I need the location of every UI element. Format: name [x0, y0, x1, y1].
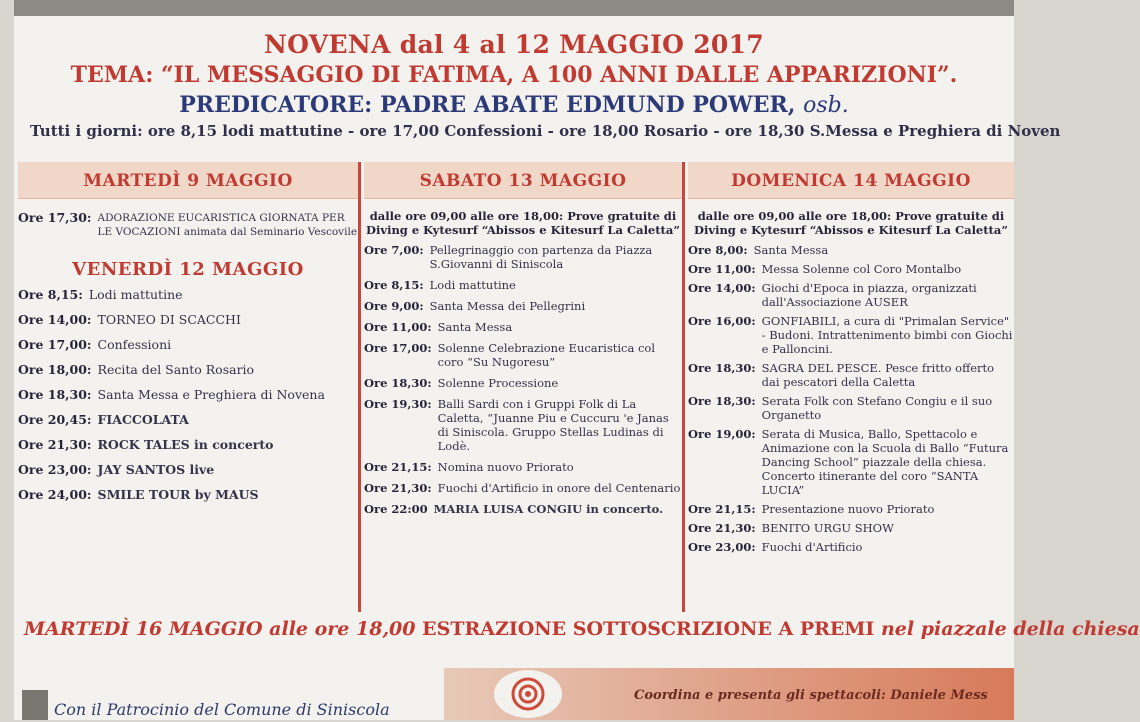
event-row [364, 502, 682, 516]
coordination-text: Coordina e presenta gli spettacoli: Daniele Mess [634, 688, 988, 703]
event-row [688, 394, 1014, 422]
preacher-name: PREDICATORE: PADRE ABATE EDMUND POWER, [179, 92, 796, 118]
event-time: Ore 18,30: [688, 394, 756, 408]
event-desc: TORNEO DI SCACCHI [97, 312, 241, 327]
event-time: Ore 9,00: [364, 299, 424, 313]
event-time: Ore 14,00: [18, 312, 92, 327]
preacher-suffix: osb. [803, 93, 849, 118]
event-row [688, 281, 1014, 309]
event-time: Ore 18,30: [688, 361, 756, 375]
event-desc: Solenne Processione [437, 376, 559, 390]
event-time: Ore 22:00 [364, 502, 428, 516]
top-strip [14, 0, 1014, 16]
event-row [364, 481, 682, 495]
lottery-title: ESTRAZIONE SOTTOSCRIZIONE A PREMI [422, 618, 875, 640]
event-desc: Lodi mattutine [88, 287, 183, 302]
event-time: Ore 19,00: [688, 427, 756, 441]
event-desc: Serata Folk con Stefano Congiu e il suo Organetto [761, 394, 993, 422]
event-desc: ROCK TALES in concerto [97, 437, 274, 452]
event-row [364, 460, 682, 474]
sunday-heading: DOMENICA 14 MAGGIO [688, 162, 1014, 199]
event-time: Ore 24,00: [18, 487, 92, 502]
event-time: Ore 21,15: [364, 460, 432, 474]
event-time: Ore 20,45: [18, 412, 92, 427]
event-row [364, 299, 682, 313]
event-desc: Confessioni [97, 337, 172, 352]
event-desc: Santa Messa dei Pellegrini [429, 299, 586, 313]
page-title: NOVENA dal 4 al 12 MAGGIO 2017 [264, 30, 764, 59]
event-time: Ore 23,00: [688, 540, 756, 554]
tuesday-heading: MARTEDÌ 9 MAGGIO [18, 162, 358, 199]
saturday-note: dalle ore 09,00 alle ore 18,00: Prove gratuite di Diving e Kytesurf “Abissos e Kitesurf La Caletta” [366, 209, 680, 237]
event-time: Ore 8,15: [364, 278, 424, 292]
event-row [688, 521, 1014, 535]
friday-events [18, 288, 358, 502]
event-desc: FIACCOLATA [97, 412, 189, 427]
event-row [688, 361, 1014, 389]
flag-icon [22, 690, 48, 720]
event-desc: Fuochi d'Artificio [761, 540, 863, 554]
event-desc: Messa Solenne col Coro Montalbo [761, 262, 962, 276]
event-row [18, 413, 358, 427]
column-divider [358, 162, 361, 612]
event-time: Ore 21,15: [688, 502, 756, 516]
event-desc: SMILE TOUR by MAUS [97, 487, 259, 502]
column-tuesday-friday [18, 162, 358, 614]
lottery-announcement [24, 618, 1140, 640]
event-desc: Nomina nuovo Priorato [437, 460, 574, 474]
event-time: Ore 17,00: [18, 337, 92, 352]
preacher-line [14, 92, 1014, 118]
column-saturday [364, 162, 682, 614]
daily-schedule: Tutti i giorni: ore 8,15 lodi mattutine - ore 17,00 Confessioni - ore 18,00 Rosario - ore 18,30 S.Messa e Preghiera di Noven [30, 122, 1061, 140]
event-row [688, 314, 1014, 356]
event-row [18, 363, 358, 377]
event-time: Ore 18,30: [364, 376, 432, 390]
event-row [18, 313, 358, 327]
event-row [364, 320, 682, 334]
event-desc: Giochi d'Epoca in piazza, organizzati dall'Associazione AUSER [761, 281, 977, 309]
event-desc: JAY SANTOS live [97, 462, 215, 477]
event-desc: Solenne Celebrazione Eucaristica col coro “Su Nugoresu” [437, 341, 656, 369]
event-time: Ore 21,30: [18, 437, 92, 452]
event-time: Ore 18,30: [18, 387, 92, 402]
event-row [364, 341, 682, 369]
event-row [688, 502, 1014, 516]
event-desc: Lodi mattutine [429, 278, 516, 292]
sunday-note: dalle ore 09,00 alle ore 18,00: Prove gratuite di Diving e Kytesurf “Abissos e Kitesurf La Caletta” [694, 209, 1008, 237]
lottery-date: MARTEDÌ 16 MAGGIO alle ore 18,00 [24, 618, 416, 640]
event-time: Ore 8,00: [688, 243, 748, 257]
event-row [364, 376, 682, 390]
event-desc: Santa Messa [437, 320, 513, 334]
event-row [688, 262, 1014, 276]
lottery-place: nel piazzale della chiesa [880, 618, 1140, 640]
column-divider [682, 162, 685, 612]
event-time: Ore 17,30: [18, 210, 92, 225]
event-desc: Recita del Santo Rosario [97, 362, 255, 377]
event-row [18, 388, 358, 402]
event-time: Ore 21,30: [688, 521, 756, 535]
saturday-heading: SABATO 13 MAGGIO [364, 162, 682, 199]
event-time: Ore 7,00: [364, 243, 424, 257]
event-time: Ore 19,30: [364, 397, 432, 411]
event-row [18, 288, 358, 302]
friday-heading: VENERDÌ 12 MAGGIO [72, 259, 304, 280]
event-time: Ore 11,00: [688, 262, 756, 276]
event-row [688, 243, 1014, 257]
event-row [18, 488, 358, 502]
event-row [18, 211, 358, 239]
event-time: Ore 17,00: [364, 341, 432, 355]
event-time: Ore 14,00: [688, 281, 756, 295]
event-row [364, 243, 682, 271]
event-desc: Pellegrinaggio con partenza da Piazza S.Giovanni di Siniscola [429, 243, 653, 271]
event-row [18, 438, 358, 452]
event-row [18, 463, 358, 477]
event-time: Ore 21,30: [364, 481, 432, 495]
sunday-events [688, 243, 1014, 554]
event-desc: MARIA LUISA CONGIU in concerto. [433, 502, 664, 516]
event-time: Ore 11,00: [364, 320, 432, 334]
event-row [364, 278, 682, 292]
event-desc: SAGRA DEL PESCE. Pesce fritto offerto dai pescatori della Caletta [761, 361, 995, 389]
event-desc: BENITO URGU SHOW [761, 521, 894, 535]
event-desc: Fuochi d'Artificio in onore del Centenario [437, 481, 681, 495]
event-desc: GONFIABILI, a cura di "Primalan Service" - Budoni. Intrattenimento bimbi con Giochi e Palloncini. [761, 314, 1013, 356]
event-desc: Presentazione nuovo Priorato [761, 502, 935, 516]
patronage-text: Con il Patrocinio del Comune di Siniscola [54, 700, 390, 719]
event-row [18, 338, 358, 352]
column-sunday [688, 162, 1014, 614]
event-time: Ore 8,15: [18, 287, 83, 302]
event-desc: ADORAZIONE EUCARISTICA GIORNATA PER LE VOCAZIONI animata dal Seminario Vescovile [97, 212, 358, 238]
theme-line: TEMA: “IL MESSAGGIO DI FATIMA, A 100 ANNI DALLE APPARIZIONI”. [70, 62, 958, 88]
event-desc: Serata di Musica, Ballo, Spettacolo e Animazione con la Scuola di Ballo “Futura Dancing School” piazzale della chiesa. Concerto itinerante del coro “SANTA LUCIA” [761, 427, 1009, 497]
event-desc: Balli Sardi con i Gruppi Folk di La Caletta, “Juanne Piu e Cuccuru 'e Janas di Siniscola. Gruppo Stellas Ludinas di Lodè. [437, 397, 669, 453]
event-row [364, 397, 682, 453]
radio-logo-icon [494, 670, 562, 718]
event-time: Ore 23,00: [18, 462, 92, 477]
poster [14, 0, 1140, 720]
saturday-events [364, 243, 682, 516]
event-time: Ore 16,00: [688, 314, 756, 328]
tuesday-events [18, 211, 358, 239]
event-row [688, 540, 1014, 554]
event-row [688, 427, 1014, 497]
event-desc: Santa Messa e Preghiera di Novena [97, 387, 325, 402]
event-desc: Santa Messa [753, 243, 829, 257]
event-time: Ore 18,00: [18, 362, 92, 377]
